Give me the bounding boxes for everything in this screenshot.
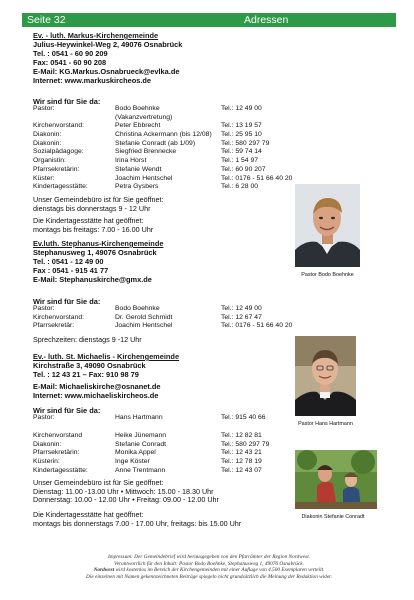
- parish-tel: Tel. : 0541 - 12 49 00: [33, 257, 104, 266]
- table-row: Kirchenvorstand: Peter Ebbrecht Tel.: 13 19 57: [33, 122, 262, 130]
- photo-pastor-boehnke: [295, 184, 360, 267]
- table-row: Pastor: Hans Hartmann Tel.: 915 40 66: [33, 414, 266, 421]
- page-header: [22, 13, 396, 27]
- photo-caption: Pastor Bodo Boehnke: [301, 272, 354, 278]
- parish-address: Kirchstraße 3, 49090 Osnabrück: [33, 361, 146, 370]
- table-row: Diakonin: Stefanie Conradt (ab 1/09) Tel.: 580 297 79: [33, 139, 270, 147]
- office-hours: Sprechzeiten: dienstags 9 -12 Uhr: [33, 335, 142, 344]
- parish-tel: Tel. : 0541 - 60 90 209: [33, 49, 108, 58]
- parish-web[interactable]: Internet: www.michaeliskircheos.de: [33, 391, 159, 400]
- page-title: Adressen: [244, 14, 289, 26]
- contacts-table: [33, 432, 303, 475]
- parish-fax: Fax : 0541 - 915 41 77: [33, 266, 109, 275]
- photo-diakonin-conradt: [295, 450, 377, 509]
- impressum: Impressum: Der Gemeindebrief wird herausgegeben von den Pfarrämter der Region Nordwest. Verantwortlich für den Inhalt: Pastor Bodo Boehnke, Stephanusweg 1, 49076 Osnabrück. Nordwest wird kostenlos im Bereich der Kirchengemeinden mit einer Auflage von 4.500 Exemplaren verteilt. Die einzelnen mit Namen gekennzeichneten Beiträge spiegeln nicht grundsätzlich die Meinung der Redaktion wider.: [86, 554, 332, 580]
- parish-web[interactable]: Internet: www.markuskircheos.de: [33, 76, 152, 85]
- portrait-icon: [295, 184, 360, 267]
- parish-stephanus: [33, 239, 163, 284]
- table-row: Sozialpädagoge: Siegfried Brennecke Tel.: 59 74 14: [33, 148, 262, 156]
- table-row: Kindertagesstätte: Anne Trentmann Tel.: 12 43 07: [33, 466, 262, 474]
- contacts-table: [33, 305, 303, 331]
- parish-address: Stephanusweg 1, 49076 Osnabrück: [33, 248, 157, 257]
- page-number: Seite 32: [27, 14, 66, 26]
- table-row: Kirchenvorstand Heike Jünemann Tel.: 12 82 81: [33, 432, 262, 439]
- contacts-table: [33, 105, 303, 192]
- parish-name: Ev.luth. Stephanus-Kirchengemeinde: [33, 239, 164, 248]
- parish-email[interactable]: E-Mail: Stephanuskirche@gmx.de: [33, 275, 152, 284]
- contacts-heading: Wir sind für Sie da:: [33, 406, 101, 415]
- table-row: Diakonin: Stefanie Conradt Tel.: 580 297 79: [33, 440, 270, 448]
- contacts-heading: Wir sind für Sie da:: [33, 297, 101, 306]
- portrait-icon: [295, 336, 356, 416]
- office-hours: Unser Gemeindebüro ist für Sie geöffnet: Dienstag: 11.00 -13.00 Uhr • Mittwoch: 15.00 - 18.30 Uhr Donnerstag: 10.00 - 12.00 Uhr • Freitag: 09.00 - 12.00 Uhr: [33, 478, 219, 505]
- parish-michaelis-online: [33, 382, 161, 400]
- parish-fax: Fax: 0541 - 60 90 208: [33, 58, 107, 67]
- contacts-heading: Wir sind für Sie da:: [33, 97, 101, 106]
- group-photo-icon: [295, 450, 377, 509]
- photo-caption: Diakonin Stefanie Conradt: [301, 514, 365, 520]
- table-row: (Vakanzvertretung): [115, 113, 173, 121]
- parish-email[interactable]: E-Mail: Michaeliskirche@osnanet.de: [33, 382, 161, 391]
- photo-pastor-hartmann: [295, 336, 356, 416]
- table-row: Pastor: Bodo Boehnke Tel.: 12 49 00: [33, 105, 262, 112]
- parish-name: Ev. - luth. Markus-Kirchengemeinde: [33, 31, 159, 40]
- parish-name: Ev.- luth. St. Michaelis - Kirchengemeinde: [33, 352, 180, 361]
- table-row: Organistin: Irina Horst Tel.: 1 54 97: [33, 157, 259, 165]
- kita-hours: Die Kindertagesstätte hat geöffnet: montags bis freitags: 7.00 - 16.00 Uhr: [33, 216, 154, 234]
- table-row: Pfarrsekretärin: Stefanie Wendt Tel.: 60 90 207: [33, 165, 266, 173]
- parish-markus: [33, 31, 182, 85]
- parish-tel: Tel. : 12 43 21 – Fax: 910 98 79: [33, 370, 139, 379]
- table-row: Küster: Joachim Hentschel Tel.: 0176 - 51 66 40 20: [33, 174, 293, 182]
- table-row: Pfarrsekretär: Joachim Hentschel Tel.: 0176 - 51 66 40 20: [33, 322, 293, 330]
- parish-email[interactable]: E-Mail: KG.Markus.Osnabrueck@evlka.de: [33, 67, 180, 76]
- parish-michaelis: [33, 352, 179, 379]
- table-row: Kindertagesstätte: Petra Gysbers Tel.: 6 28 00: [33, 183, 259, 191]
- table-row: Küsterin: Inge Köster Tel.: 12 78 19: [33, 458, 262, 466]
- table-row: Pastor: Bodo Boehnke Tel.: 12 49 00: [33, 305, 262, 312]
- kita-hours: Die Kindertagesstätte hat geöffnet: montags bis donnerstags 7.00 - 17.00 Uhr, freitags: bis 15.00 Uhr: [33, 510, 242, 528]
- table-row: Pfarrsekretärin: Monika Appel Tel.: 12 43 21: [33, 449, 262, 457]
- office-hours: Unser Gemeindebüro ist für Sie geöffnet: dienstags bis donnerstags 9 - 12 Uhr: [33, 195, 164, 213]
- photo-caption: Pastor Hans Hartmann: [298, 421, 353, 427]
- parish-address: Julius-Heywinkel-Weg 2, 49076 Osnabrück: [33, 40, 183, 49]
- pastor-row: [33, 414, 303, 423]
- table-row: Kirchenvorstand: Dr. Gerold Schmidt Tel.: 12 67 47: [33, 313, 262, 321]
- table-row: Diakonin: Christina Ackermann (bis 12/08) Tel.: 25 95 10: [33, 131, 262, 139]
